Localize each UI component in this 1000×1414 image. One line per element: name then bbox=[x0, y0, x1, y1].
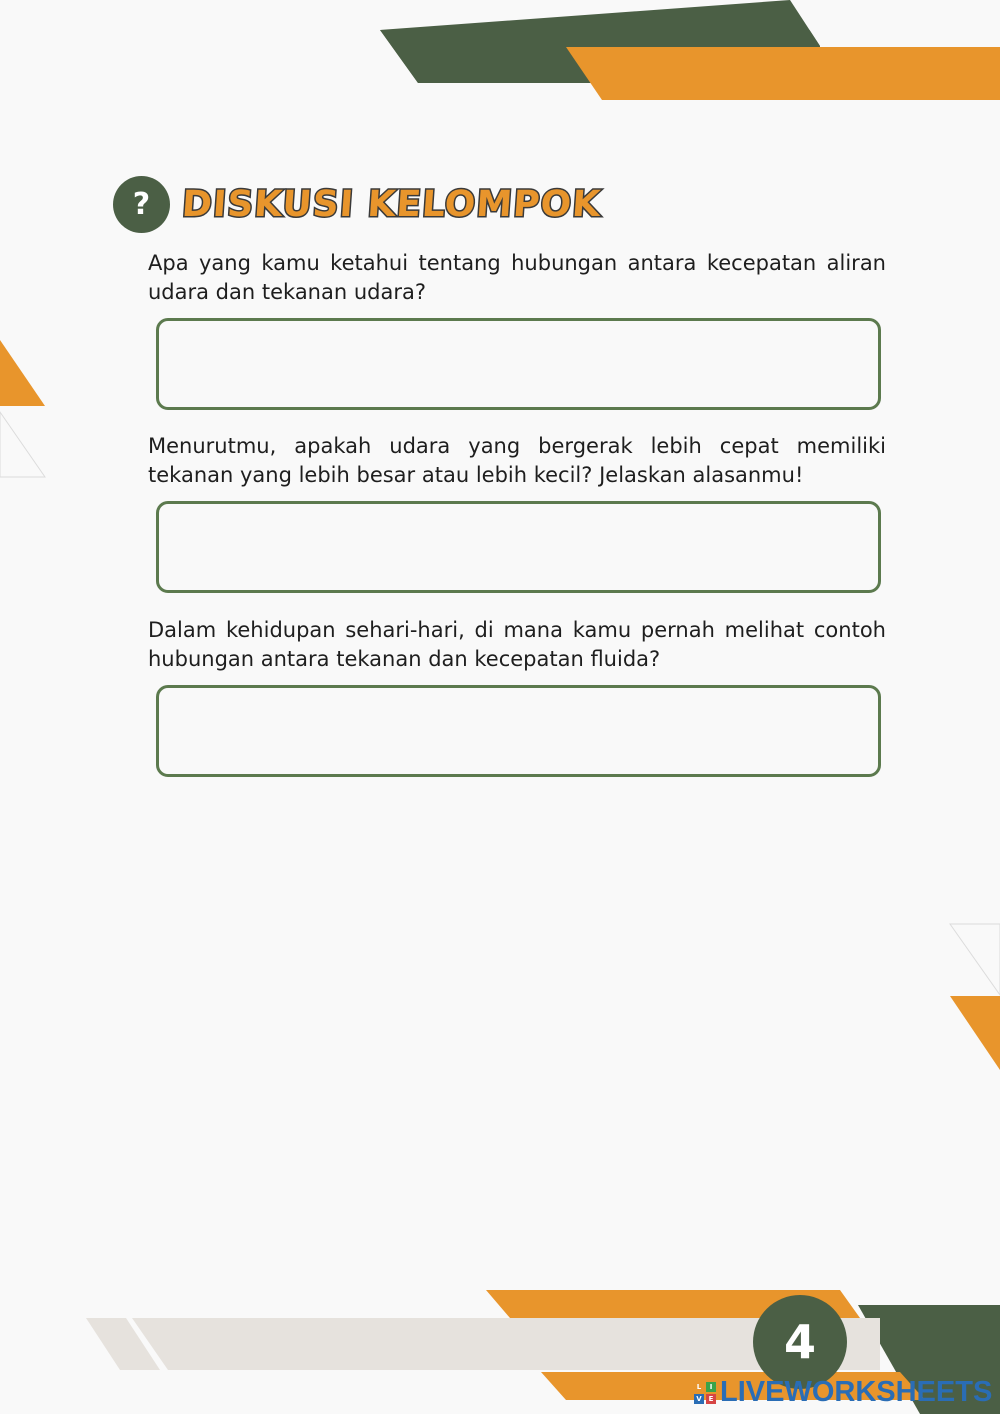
section-heading bbox=[113, 176, 601, 233]
brand-name: LIVEWORKSHEETS bbox=[720, 1376, 993, 1408]
brand-logo-letter: E bbox=[706, 1394, 716, 1404]
right-outline-triangle bbox=[950, 924, 1000, 995]
top-orange-band bbox=[566, 47, 1000, 100]
question-3-text: Dalam kehidupan sehari-hari, di mana kamu pernah melihat contoh hubungan antara tekanan dan kecepatan fluida? bbox=[148, 618, 886, 671]
right-orange-triangle bbox=[950, 996, 1000, 1070]
brand-logo-letter: L bbox=[694, 1382, 704, 1392]
left-outline-triangle bbox=[0, 412, 45, 477]
section-title: DISKUSI KELOMPOK bbox=[180, 184, 603, 225]
answer-box-2[interactable] bbox=[156, 501, 881, 593]
answer-box-3[interactable] bbox=[156, 685, 881, 777]
question-mark-icon: ? bbox=[113, 176, 170, 233]
question-2-text: Menurutmu, apakah udara yang bergerak lebih cepat memiliki tekanan yang lebih besar atau lebih kecil? Jelaskan alasanmu! bbox=[148, 434, 886, 487]
liveworksheets-brand bbox=[694, 1376, 992, 1409]
brand-logo-letter: V bbox=[694, 1394, 704, 1404]
left-orange-triangle bbox=[0, 340, 45, 406]
answer-box-1[interactable] bbox=[156, 318, 881, 410]
brand-logo-letter: I bbox=[706, 1382, 716, 1392]
question-1-text: Apa yang kamu ketahui tentang hubungan antara kecepatan aliran udara dan tekanan udara? bbox=[148, 251, 886, 304]
brand-logo-icon bbox=[694, 1382, 716, 1404]
page-number: 4 bbox=[753, 1295, 847, 1389]
